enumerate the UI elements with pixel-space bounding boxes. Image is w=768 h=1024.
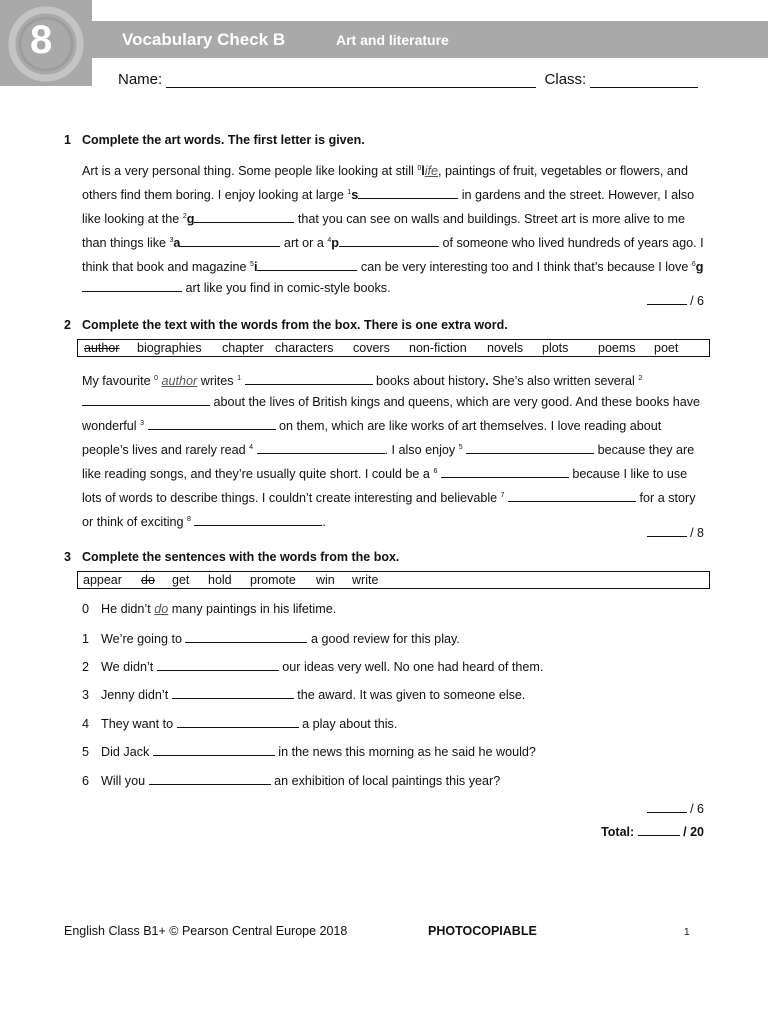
gap-number: 2 xyxy=(182,213,187,220)
text: in the news this morning as he said he would? xyxy=(274,745,536,759)
score-blank[interactable] xyxy=(647,525,687,537)
answer-blank-7[interactable] xyxy=(508,490,636,502)
text: on them, which are like works of art themselves. I love reading about people’s lives and rarely read xyxy=(82,419,662,457)
answer-blank-4[interactable] xyxy=(257,442,385,454)
gap-number: 0 xyxy=(417,165,422,172)
score-max: / 6 xyxy=(690,294,704,308)
text: can be very interesting too and I think that’s because I love xyxy=(357,260,692,274)
answer-blank-1[interactable] xyxy=(358,187,458,199)
word-box-item: hold xyxy=(208,573,232,587)
gap-number: 1 xyxy=(347,189,352,196)
name-field[interactable] xyxy=(166,72,536,88)
answer-blank-3[interactable] xyxy=(148,418,276,430)
answer-blank-2[interactable] xyxy=(82,394,210,406)
text: art like you find in comic-style books. xyxy=(182,281,391,295)
page-subtitle: Art and literature xyxy=(336,32,449,48)
answer-blank-2[interactable] xyxy=(194,211,294,223)
first-letter: s xyxy=(351,188,359,202)
page-title: Vocabulary Check B xyxy=(122,30,286,49)
first-letter: a xyxy=(173,236,181,250)
word-box-item: covers xyxy=(353,341,390,355)
example-answer: author xyxy=(161,374,198,388)
answer-blank-4[interactable] xyxy=(339,235,439,247)
exercise-number: 3 xyxy=(64,550,71,564)
text: . xyxy=(322,515,326,529)
gap-number: 5 xyxy=(250,261,254,268)
text: in gardens and the street. However, I also like looking at the xyxy=(82,188,695,226)
answer-blank-8[interactable] xyxy=(194,514,322,526)
gap-number: 0 xyxy=(154,375,158,382)
exercise-1-heading xyxy=(64,133,365,147)
class-field[interactable] xyxy=(590,72,698,88)
text: many paintings in his lifetime. xyxy=(168,602,337,616)
gap-number: 6 xyxy=(433,468,438,475)
name-class-row xyxy=(118,71,698,88)
page-number: 1 xyxy=(684,927,690,938)
name-label: Name: xyxy=(118,71,163,88)
answer-blank-5[interactable] xyxy=(153,744,275,756)
text: the award. It was given to someone else. xyxy=(293,688,526,702)
answer-blank-6[interactable] xyxy=(82,280,182,292)
word-box-item: non-fiction xyxy=(409,341,467,355)
total-blank[interactable] xyxy=(638,824,680,836)
text: about the lives of British kings and queens, which are very good. And these books have wonderful xyxy=(82,395,701,433)
exercise-instruction: Complete the sentences with the words from the box. xyxy=(82,550,400,564)
footer-copyright: English Class B1+ © Pearson Central Europe 2018 xyxy=(64,924,348,938)
total-max: / 20 xyxy=(683,825,704,839)
text: that you can see on walls and buildings. Street art is more alive to me than things like xyxy=(82,212,686,250)
gap-number: 1 xyxy=(237,375,242,382)
text: We didn’t xyxy=(101,660,157,674)
word-box-item: biographies xyxy=(137,341,202,355)
answer-blank-5[interactable] xyxy=(257,259,357,271)
first-letter: i xyxy=(253,260,258,274)
answer-blank-6[interactable] xyxy=(149,773,271,785)
exercise-1-score xyxy=(647,293,704,308)
text: My favourite xyxy=(82,374,155,388)
total-label: Total: xyxy=(601,825,635,839)
gap-number: 7 xyxy=(500,492,505,499)
first-letter: p xyxy=(331,236,339,250)
answer-blank-1[interactable] xyxy=(185,631,307,643)
exercise-2-heading xyxy=(64,318,508,332)
text: of someone who lived hundreds of years ago. I think that book and magazine xyxy=(82,236,704,274)
sentence-number: 4 xyxy=(82,717,90,731)
sentence-number: 3 xyxy=(82,688,90,702)
text: She’s also written several xyxy=(488,374,639,388)
word-box-item: appear xyxy=(83,573,122,587)
text: . xyxy=(485,374,489,388)
text: for a story or think of exciting xyxy=(82,491,696,529)
word-box-item: plots xyxy=(542,341,569,355)
sentence-0 xyxy=(82,602,336,616)
text: Will you xyxy=(101,774,149,788)
score-blank[interactable] xyxy=(647,293,687,305)
total-score xyxy=(601,824,704,839)
text: an exhibition of local paintings this year? xyxy=(270,774,501,788)
word-box-item: poems xyxy=(598,341,636,355)
answer-blank-5[interactable] xyxy=(466,442,594,454)
first-letter: l xyxy=(421,164,425,178)
score-blank[interactable] xyxy=(647,801,687,813)
text: writes xyxy=(197,374,238,388)
word-box-3 xyxy=(77,571,710,589)
word-box-item: novels xyxy=(487,341,524,355)
text: a play about this. xyxy=(298,717,398,731)
score-max: / 8 xyxy=(690,526,704,540)
sentence-1 xyxy=(82,631,460,646)
exercise-1-text xyxy=(82,158,707,299)
unit-number: 8 xyxy=(30,18,53,62)
word-box-item: do xyxy=(141,573,155,587)
first-letter: g xyxy=(186,212,195,226)
gap-number: 8 xyxy=(187,516,191,523)
text: Jenny didn’t xyxy=(101,688,172,702)
unit-badge xyxy=(0,0,92,86)
gap-number: 6 xyxy=(691,261,696,268)
text: , paintings of fruit, vegetables or flowers, and others find them boring. I enjoy looking at large xyxy=(82,164,688,202)
class-label: Class: xyxy=(544,71,587,88)
word-box-item: win xyxy=(316,573,335,587)
text: books about history xyxy=(372,374,486,388)
first-letter: g xyxy=(695,260,704,274)
text: Did Jack xyxy=(101,745,153,759)
exercise-3-score xyxy=(647,801,704,816)
example-answer: ife xyxy=(424,164,439,178)
text: our ideas very well. No one had heard of them. xyxy=(278,660,544,674)
text: because I like to use lots of words to describe things. I couldn’t create interesting and believable xyxy=(82,467,688,505)
text: He didn’t xyxy=(101,602,155,616)
text: . I also enjoy xyxy=(384,443,459,457)
exercise-number: 2 xyxy=(64,318,71,332)
sentence-4 xyxy=(82,716,397,731)
sentence-3 xyxy=(82,687,525,702)
word-box-2 xyxy=(77,339,710,357)
gap-number: 4 xyxy=(249,444,253,451)
word-box-item: promote xyxy=(250,573,296,587)
gap-number: 3 xyxy=(140,420,145,427)
sentence-number: 2 xyxy=(82,660,90,674)
word-box-item: get xyxy=(172,573,190,587)
answer-blank-4[interactable] xyxy=(177,716,299,728)
gap-number: 5 xyxy=(458,444,463,451)
text: art or a xyxy=(280,236,328,250)
text: a good review for this play. xyxy=(307,632,460,646)
gap-number: 3 xyxy=(169,237,174,244)
sentence-number: 6 xyxy=(82,774,90,788)
exercise-instruction: Complete the text with the words from the box. There is one extra word. xyxy=(82,318,508,332)
text: We’re going to xyxy=(101,632,186,646)
answer-blank-2[interactable] xyxy=(157,659,279,671)
word-box-item: chapter xyxy=(222,341,264,355)
sentence-5 xyxy=(82,744,536,759)
word-box-item: characters xyxy=(275,341,334,355)
gap-number: 4 xyxy=(327,237,332,244)
word-box-item: write xyxy=(352,573,379,587)
answer-blank-1[interactable] xyxy=(245,373,373,385)
exercise-2-text xyxy=(82,368,707,533)
text: Art is a very personal thing. Some people like looking at still xyxy=(82,164,418,178)
exercise-number: 1 xyxy=(64,133,71,147)
answer-blank-3[interactable] xyxy=(180,235,280,247)
exercise-instruction: Complete the art words. The first letter is given. xyxy=(82,133,365,147)
sentence-2 xyxy=(82,659,543,674)
word-box-item: author xyxy=(84,341,120,355)
text: because they are like reading songs, and they’re usually quite short. I could be a xyxy=(82,443,695,481)
sentence-number: 1 xyxy=(82,632,90,646)
footer-photocopiable: PHOTOCOPIABLE xyxy=(428,924,537,938)
answer-blank-6[interactable] xyxy=(441,466,569,478)
score-max: / 6 xyxy=(690,802,704,816)
sentence-number: 0 xyxy=(82,602,90,616)
exercise-2-score xyxy=(647,525,704,540)
answer-blank-3[interactable] xyxy=(172,687,294,699)
gap-number: 2 xyxy=(638,375,643,382)
exercise-3-heading xyxy=(64,550,399,564)
example-answer: do xyxy=(154,602,169,616)
word-box-item: poet xyxy=(654,341,679,355)
sentence-number: 5 xyxy=(82,745,90,759)
sentence-6 xyxy=(82,773,500,788)
text: They want to xyxy=(101,717,177,731)
